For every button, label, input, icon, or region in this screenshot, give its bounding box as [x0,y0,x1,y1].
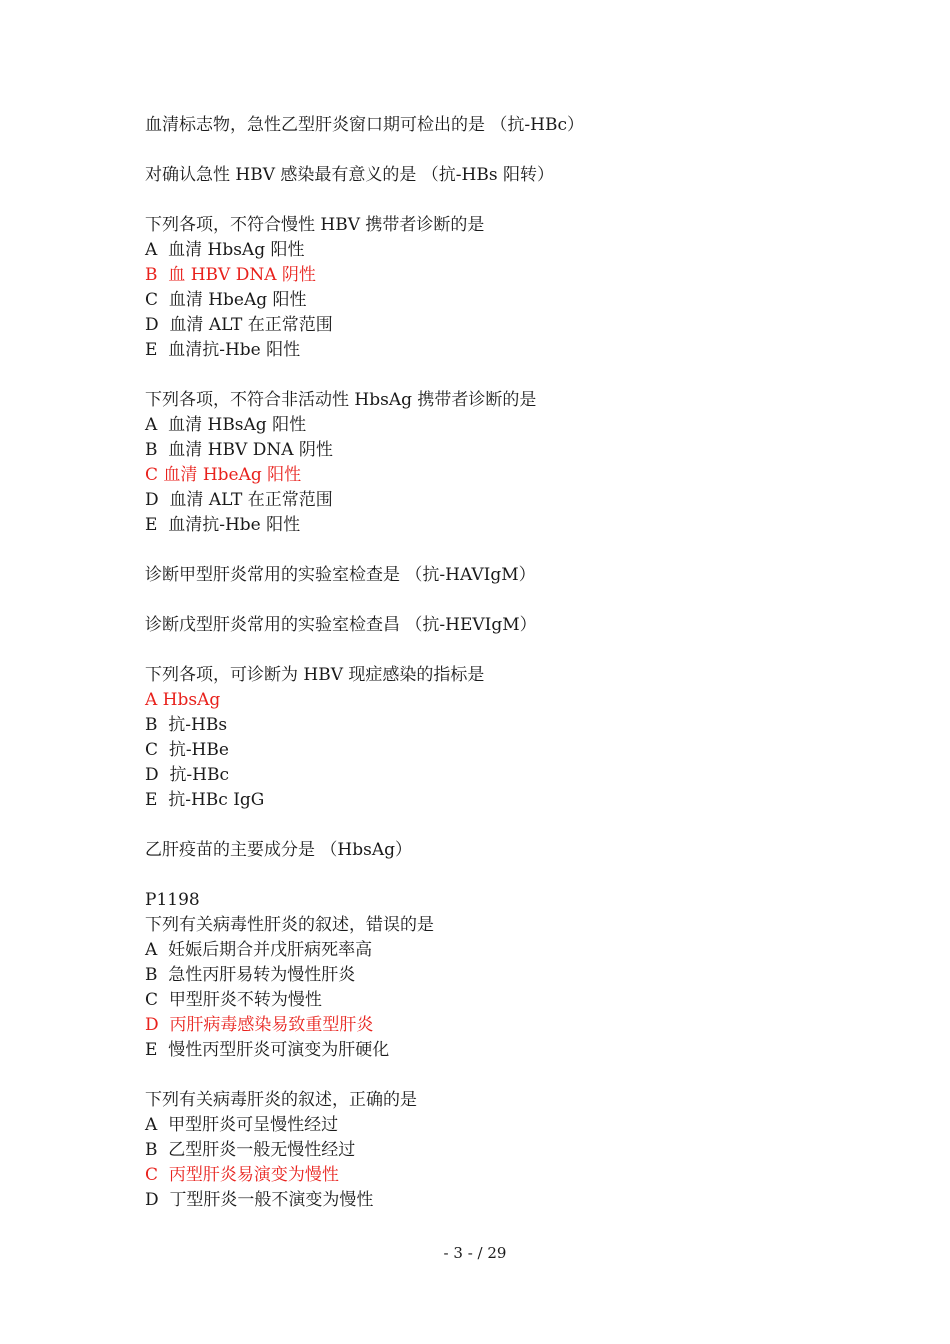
text-line: C 抗-HBe [145,740,229,760]
paragraph-gap [145,638,845,663]
text-line: 下列各项，可诊断为 HBV 现症感染的指标是 [145,665,485,685]
text-line: 下列各项，不符合慢性 HBV 携带者诊断的是 [145,215,485,235]
text-line: 下列有关病毒性肝炎的叙述，错误的是 [145,915,434,935]
text-line: E 慢性丙型肝炎可演变为肝硬化 [145,1040,390,1060]
paragraph-gap [145,538,845,563]
text-line: 下列各项，不符合非活动性 HbsAg 携带者诊断的是 [145,390,537,410]
text-line: 对确认急性 HBV 感染最有意义的是 （抗-HBs 阳转） [145,165,554,185]
text-line: 血清标志物，急性乙型肝炎窗口期可检出的是 （抗-HBc） [145,115,584,135]
answer-line-highlighted: D 丙肝病毒感染易致重型肝炎 [145,1015,374,1035]
paragraph-gap [145,1063,845,1088]
text-line: D 丁型肝炎一般不演变为慢性 [145,1190,374,1210]
text-line: D 血清 ALT 在正常范围 [145,315,333,335]
text-line: B 急性丙肝易转为慢性肝炎 [145,965,356,985]
text-line: B 血清 HBV DNA 阴性 [145,440,333,460]
answer-line-highlighted: B 血 HBV DNA 阴性 [145,265,316,285]
text-line: D 抗-HBc [145,765,230,785]
paragraph-gap [145,188,845,213]
text-line: D 血清 ALT 在正常范围 [145,490,333,510]
text-line: A 妊娠后期合并戊肝病死率高 [145,940,373,960]
answer-line-highlighted: A HbsAg [145,690,221,710]
text-line: 乙肝疫苗的主要成分是 （HbsAg） [145,840,412,860]
text-line: P1198 [145,890,200,910]
text-line: C 甲型肝炎不转为慢性 [145,990,322,1010]
paragraph-gap [145,863,845,888]
text-line: C 血清 HbeAg 阳性 [145,290,307,310]
text-line: 诊断甲型肝炎常用的实验室检查是 （抗-HAVIgM） [145,565,536,585]
text-line: A 血清 HBsAg 阳性 [145,415,307,435]
paragraph-gap [145,588,845,613]
text-line: B 抗-HBs [145,715,228,735]
page-number: - 3 - / 29 [443,1244,507,1262]
text-line: E 抗-HBc IgG [145,790,265,810]
paragraph-gap [145,138,845,163]
text-line: A 甲型肝炎可呈慢性经过 [145,1115,339,1135]
text-line: A 血清 HbsAg 阳性 [145,240,305,260]
text-line: E 血清抗-Hbe 阳性 [145,515,301,535]
text-line: 下列有关病毒肝炎的叙述，正确的是 [145,1090,417,1110]
paragraph-gap [145,813,845,838]
document-body [145,113,845,1213]
answer-line-highlighted: C 血清 HbeAg 阳性 [145,465,302,485]
answer-line-highlighted: C 丙型肝炎易演变为慢性 [145,1165,339,1185]
text-line: E 血清抗-Hbe 阳性 [145,340,301,360]
paragraph-gap [145,363,845,388]
text-line: B 乙型肝炎一般无慢性经过 [145,1140,356,1160]
text-line: 诊断戊型肝炎常用的实验室检查昌 （抗-HEVIgM） [145,615,537,635]
